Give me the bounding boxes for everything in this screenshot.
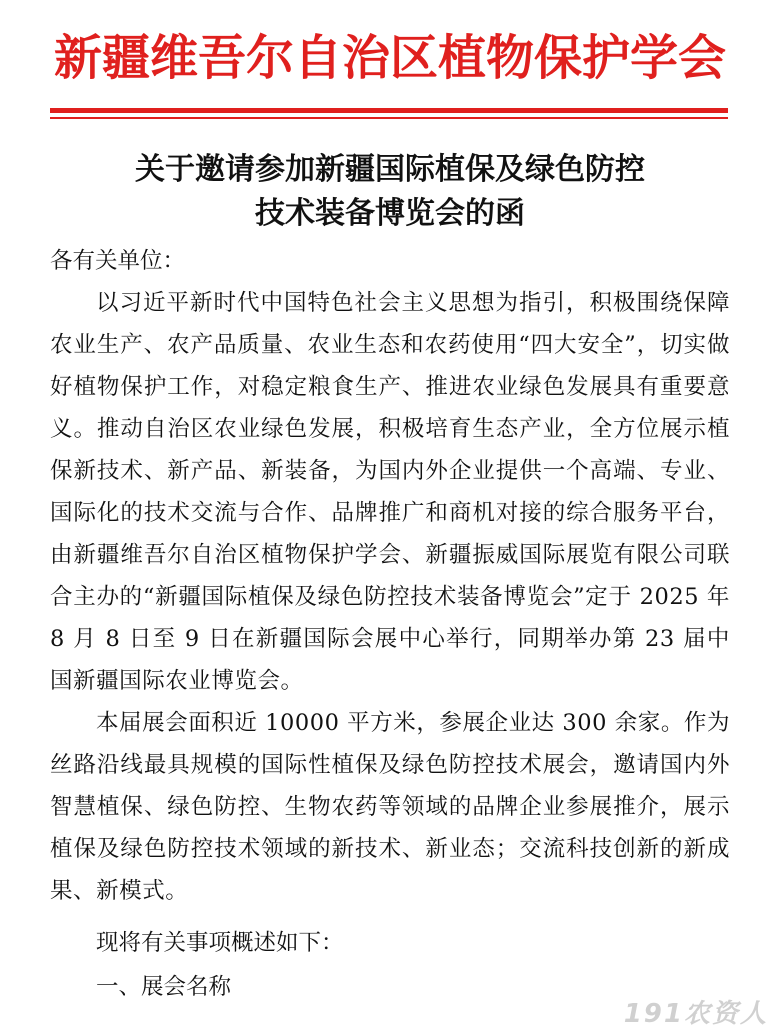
body-paragraph-3: 现将有关事项概述如下： xyxy=(96,930,344,956)
section-heading-1: 一、展会名称 xyxy=(96,974,232,1000)
body-paragraph-1: 以习近平新时代中国特色社会主义思想为指引，积极围绕保障农业生产、农产品质量、农业生态和农药使用“四大安全”，切实做好植物保护工作，对稳定粮食生产、推进农业绿色发展具有重要意义。推动自治区农业绿色发展，积极培育生态产业，全方位展示植保新技术、新产品、新装备，为国内外企业提供一个高端、专业、国际化的技术交流与合作、品牌推广和商机对接的综合服务平台，由新疆维吾尔自治区植物保护学会、新疆振威国际展览有限公司联合主办的“新疆国际植保及绿色防控技术装备博览会”定于 2025 年 8 月 8 日至 9 日在新疆国际会展中心举行，同期举办第 23 届中国新疆国际农业博览会。 xyxy=(50,290,730,694)
watermark-logo: 191农资人 xyxy=(623,999,768,1029)
salutation: 各有关单位： xyxy=(50,248,186,274)
document-title-line-1: 关于邀请参加新疆国际植保及绿色防控 xyxy=(135,152,645,187)
document-title-line-2: 技术装备博览会的函 xyxy=(255,196,525,231)
letterhead-red-rule-thin xyxy=(50,117,728,119)
letterhead-red-rule-thick xyxy=(50,108,728,113)
letterhead-organization: 新疆维吾尔自治区植物保护学会 xyxy=(53,30,726,86)
body-paragraph-2: 本届展会面积近 10000 平方米，参展企业达 300 余家。作为丝路沿线最具规模的国际性植保及绿色防控技术展会，邀请国内外智慧植保、绿色防控、生物农药等领域的品牌企业参展推介，展示植保及绿色防控技术领域的新技术、新业态；交流科技创新的新成果、新模式。 xyxy=(50,710,730,904)
